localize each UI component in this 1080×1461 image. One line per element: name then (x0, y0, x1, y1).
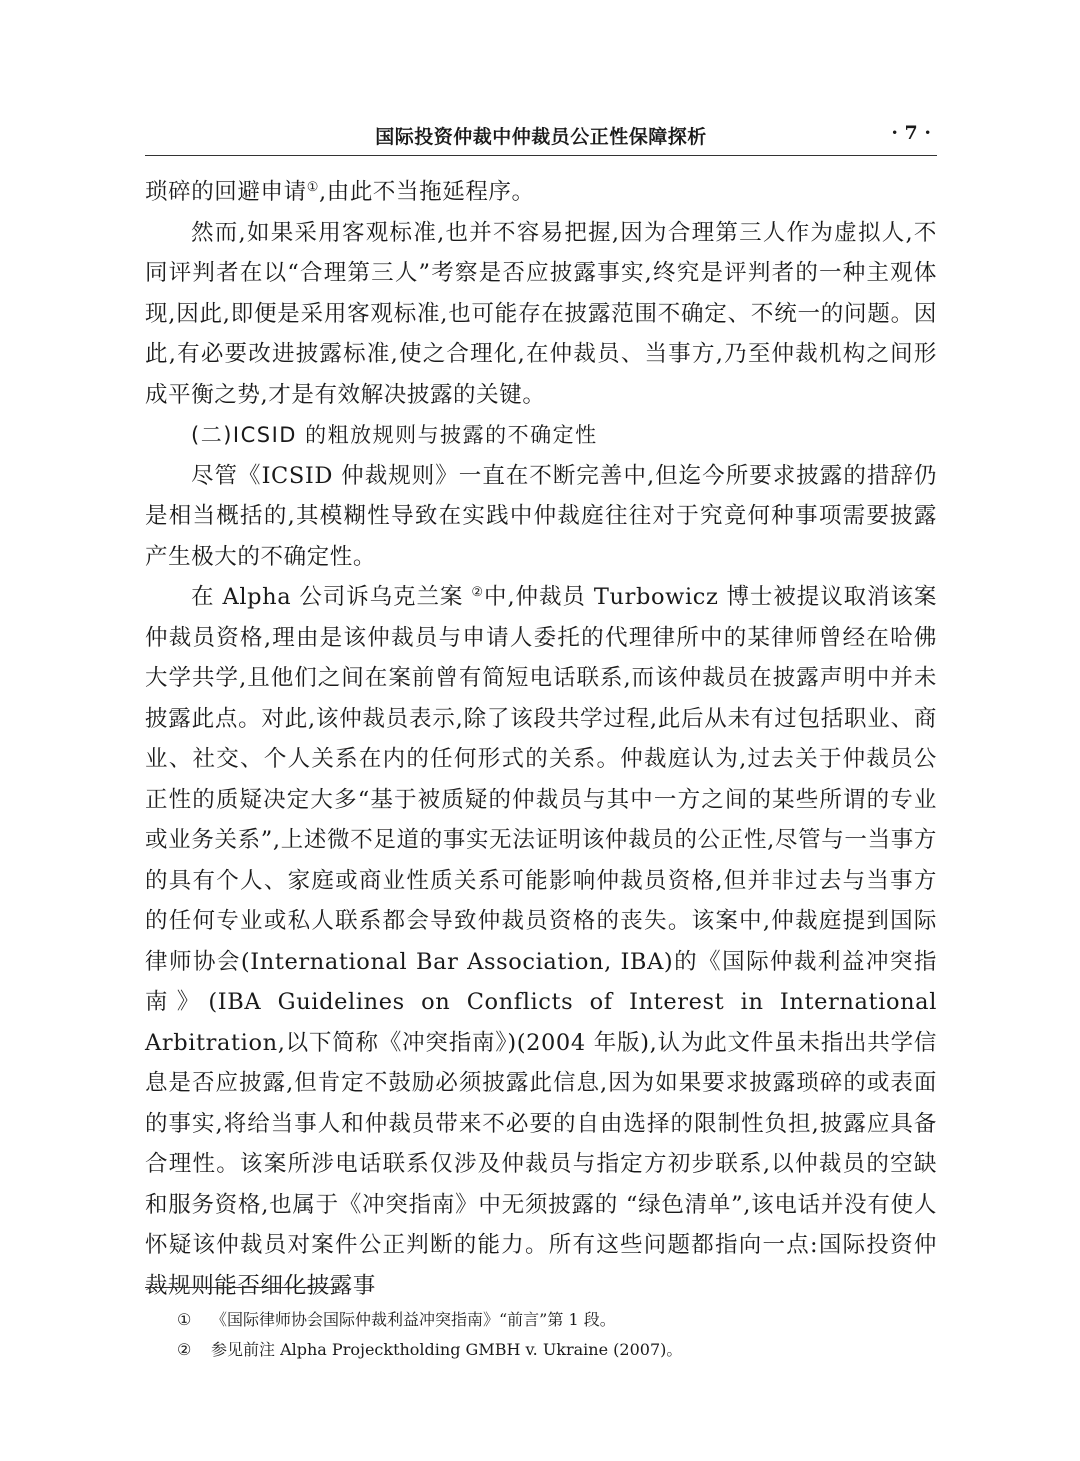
paragraph-continuation (145, 172, 937, 213)
footnote-mark: ② (177, 1340, 192, 1359)
paragraph-text: 中,仲裁员 Turbowicz 博士被提议取消该案仲裁员资格,理由是该仲裁员与申请人委托的代理律所中的某律师曾经在哈佛大学共学,且他们之间在案前曾有简短电话联系,而该仲裁员在披露声明中并未披露此点。对此,该仲裁员表示,除了该段共学过程,此后从未有过包括职业、商业、社交、个人关系在内的任何形式的关系。仲裁庭认为,过去关于仲裁员公正性的质疑决定大多“基于被质疑的仲裁员与其中一方之间的某些所谓的专业或业务关系”,上述微不足道的事实无法证明该仲裁员的公正性,尽管与一当事方的具有个人、家庭或商业性质关系可能影响仲裁员资格,但并非过去与当事方的任何专业或私人联系都会导致仲裁员资格的丧失。该案中,仲裁庭提到国际律师协会(International Bar Association, IBA)的《国际仲裁利益冲突指南》(IBA Guidelines on Conflicts of Interest in International Arbitration,以下简称《冲突指南》)(2004 年版),认为此文件虽未指出共学信息是否应披露,但肯定不鼓励必须披露此信息,因为如果要求披露琐碎的或表面的事实,将给当事人和仲裁员带来不必要的自由选择的限制性负担,披露应具备合理性。该案所涉电话联系仅涉及仲裁员与指定方初步联系,以仲裁员的空缺和服务资格,也属于《冲突指南》中无须披露的 “绿色清单”,该电话并没有使人怀疑该仲裁员对案件公正判断的能力。所有这些问题都指向一点:国际投资仲裁规则能否细化披露事 (145, 584, 937, 1299)
page-number: · 7 · (891, 122, 931, 144)
section-heading: (二)ICSID 的粗放规则与披露的不确定性 (191, 423, 598, 447)
paragraph: 然而,如果采用客观标准,也并不容易把握,因为合理第三人作为虚拟人,不同评判者在以“合理第三人”考察是否应披露事实,终究是评判者的一种主观体现,因此,即便是采用客观标准,也可能存在披露范围不确定、不统一的问题。因此,有必要改进披露标准,使之合理化,在仲裁员、当事方,乃至仲裁机构之间形成平衡之势,才是有效解决披露的关键。 (145, 219, 937, 408)
footnote-ref-1[interactable]: ① (306, 180, 319, 195)
footnote-rule (145, 1287, 341, 1288)
footnote-ref-2[interactable]: ② (471, 585, 485, 600)
running-header (145, 118, 937, 152)
paragraph-text: 在 Alpha 公司诉乌克兰案 (191, 584, 472, 610)
body-text (145, 172, 937, 1306)
footnote-1 (145, 1305, 937, 1335)
footnotes (145, 1305, 937, 1365)
paragraph-text: ,由此不当拖延程序。 (318, 179, 535, 205)
footnote-2 (145, 1335, 937, 1365)
footnote-text: 参见前注 Alpha Projecktholding GMBH v. Ukraine (2007)。 (211, 1340, 683, 1359)
running-title: 国际投资仲裁中仲裁员公正性保障探析 (375, 126, 707, 148)
paragraph: 尽管《ICSID 仲裁规则》一直在不断完善中,但迄今所要求披露的措辞仍是相当概括的,其模糊性导致在实践中仲裁庭往往对于究竟何种事项需要披露产生极大的不确定性。 (145, 462, 937, 570)
paragraph (145, 577, 937, 1306)
paragraph-text: 琐碎的回避申请 (145, 179, 307, 205)
footnote-mark: ① (177, 1310, 192, 1329)
footnote-text: 《国际律师协会国际仲裁利益冲突指南》“前言”第 1 段。 (211, 1310, 616, 1329)
header-rule (145, 155, 937, 156)
